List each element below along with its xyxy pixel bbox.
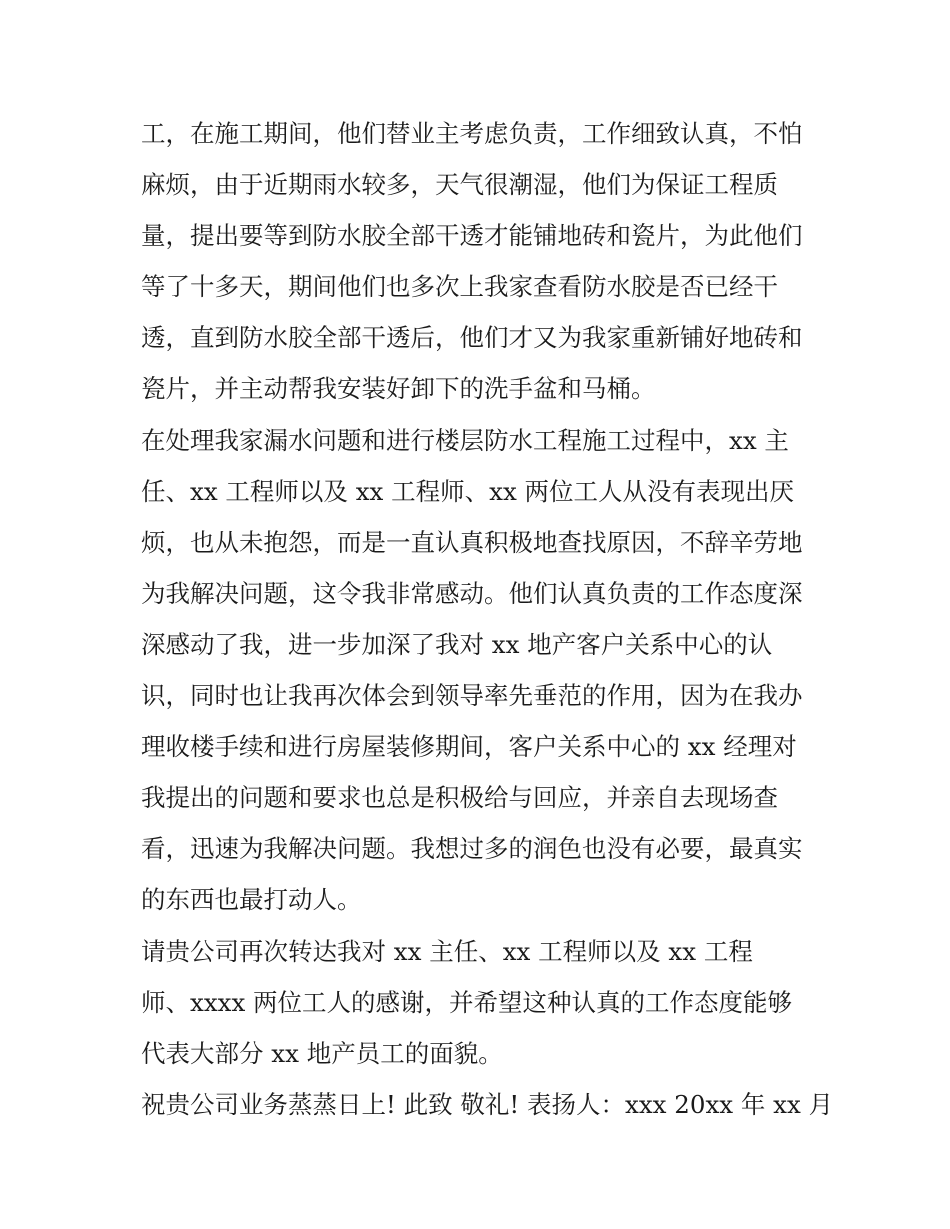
text-line: 理收楼手续和进行房屋装修期间，客户关系中心的 xx 经理对 [141, 732, 797, 762]
text-line: 麻烦，由于近期雨水较多，天气很潮湿，他们为保证工程质 [141, 170, 778, 200]
text-line: 工，在施工期间，他们替业主考虑负责，工作细致认真，不怕 [141, 119, 803, 148]
text-line: 请贵公司再次转达我对 xx 主任、xx 工程师以及 xx 工程 [141, 936, 753, 966]
text-line: 为我解决问题，这令我非常感动。他们认真负责的工作态度深 [141, 578, 803, 608]
text-line: 深感动了我，进一步加深了我对 xx 地产客户关系中心的认 [141, 629, 773, 659]
text-line: 任、xx 工程师以及 xx 工程师、xx 两位工人从没有表现出厌 [141, 476, 795, 506]
letter-body [141, 108, 834, 1130]
text-line: 等了十多天，期间他们也多次上我家查看防水胶是否已经干 [141, 272, 778, 302]
text-line: 识，同时也让我再次体会到领导率先垂范的作用，因为在我办 [141, 681, 803, 711]
text-line: 代表大部分 xx 地产员工的面貌。 [141, 1038, 503, 1068]
text-line: 师、xxxx 两位工人的感谢，并希望这种认真的工作态度能够 [141, 987, 793, 1017]
text-line: 量，提出要等到防水胶全部干透才能铺地砖和瓷片，为此他们 [141, 221, 803, 251]
text-line: 我提出的问题和要求也总是积极给与回应，并亲自去现场查 [141, 783, 778, 813]
text-line: 看，迅速为我解决问题。我想过多的润色也没有必要，最真实 [141, 834, 803, 864]
text-line: 在处理我家漏水问题和进行楼层防水工程施工过程中，xx 主 [141, 425, 789, 455]
text-line: 烦，也从未抱怨，而是一直认真积极地查找原因，不辞辛劳地 [141, 527, 803, 557]
text-line: 透，直到防水胶全部干透后，他们才又为我家重新铺好地砖和 [141, 323, 803, 353]
text-line: 的东西也最打动人。 [141, 885, 362, 915]
text-line: 祝贵公司业务蒸蒸日上! 此致 敬礼! 表扬人：xxx 20xx 年 xx 月 [141, 1089, 834, 1119]
text-line: 瓷片，并主动帮我安装好卸下的洗手盆和马桶。 [141, 374, 656, 404]
